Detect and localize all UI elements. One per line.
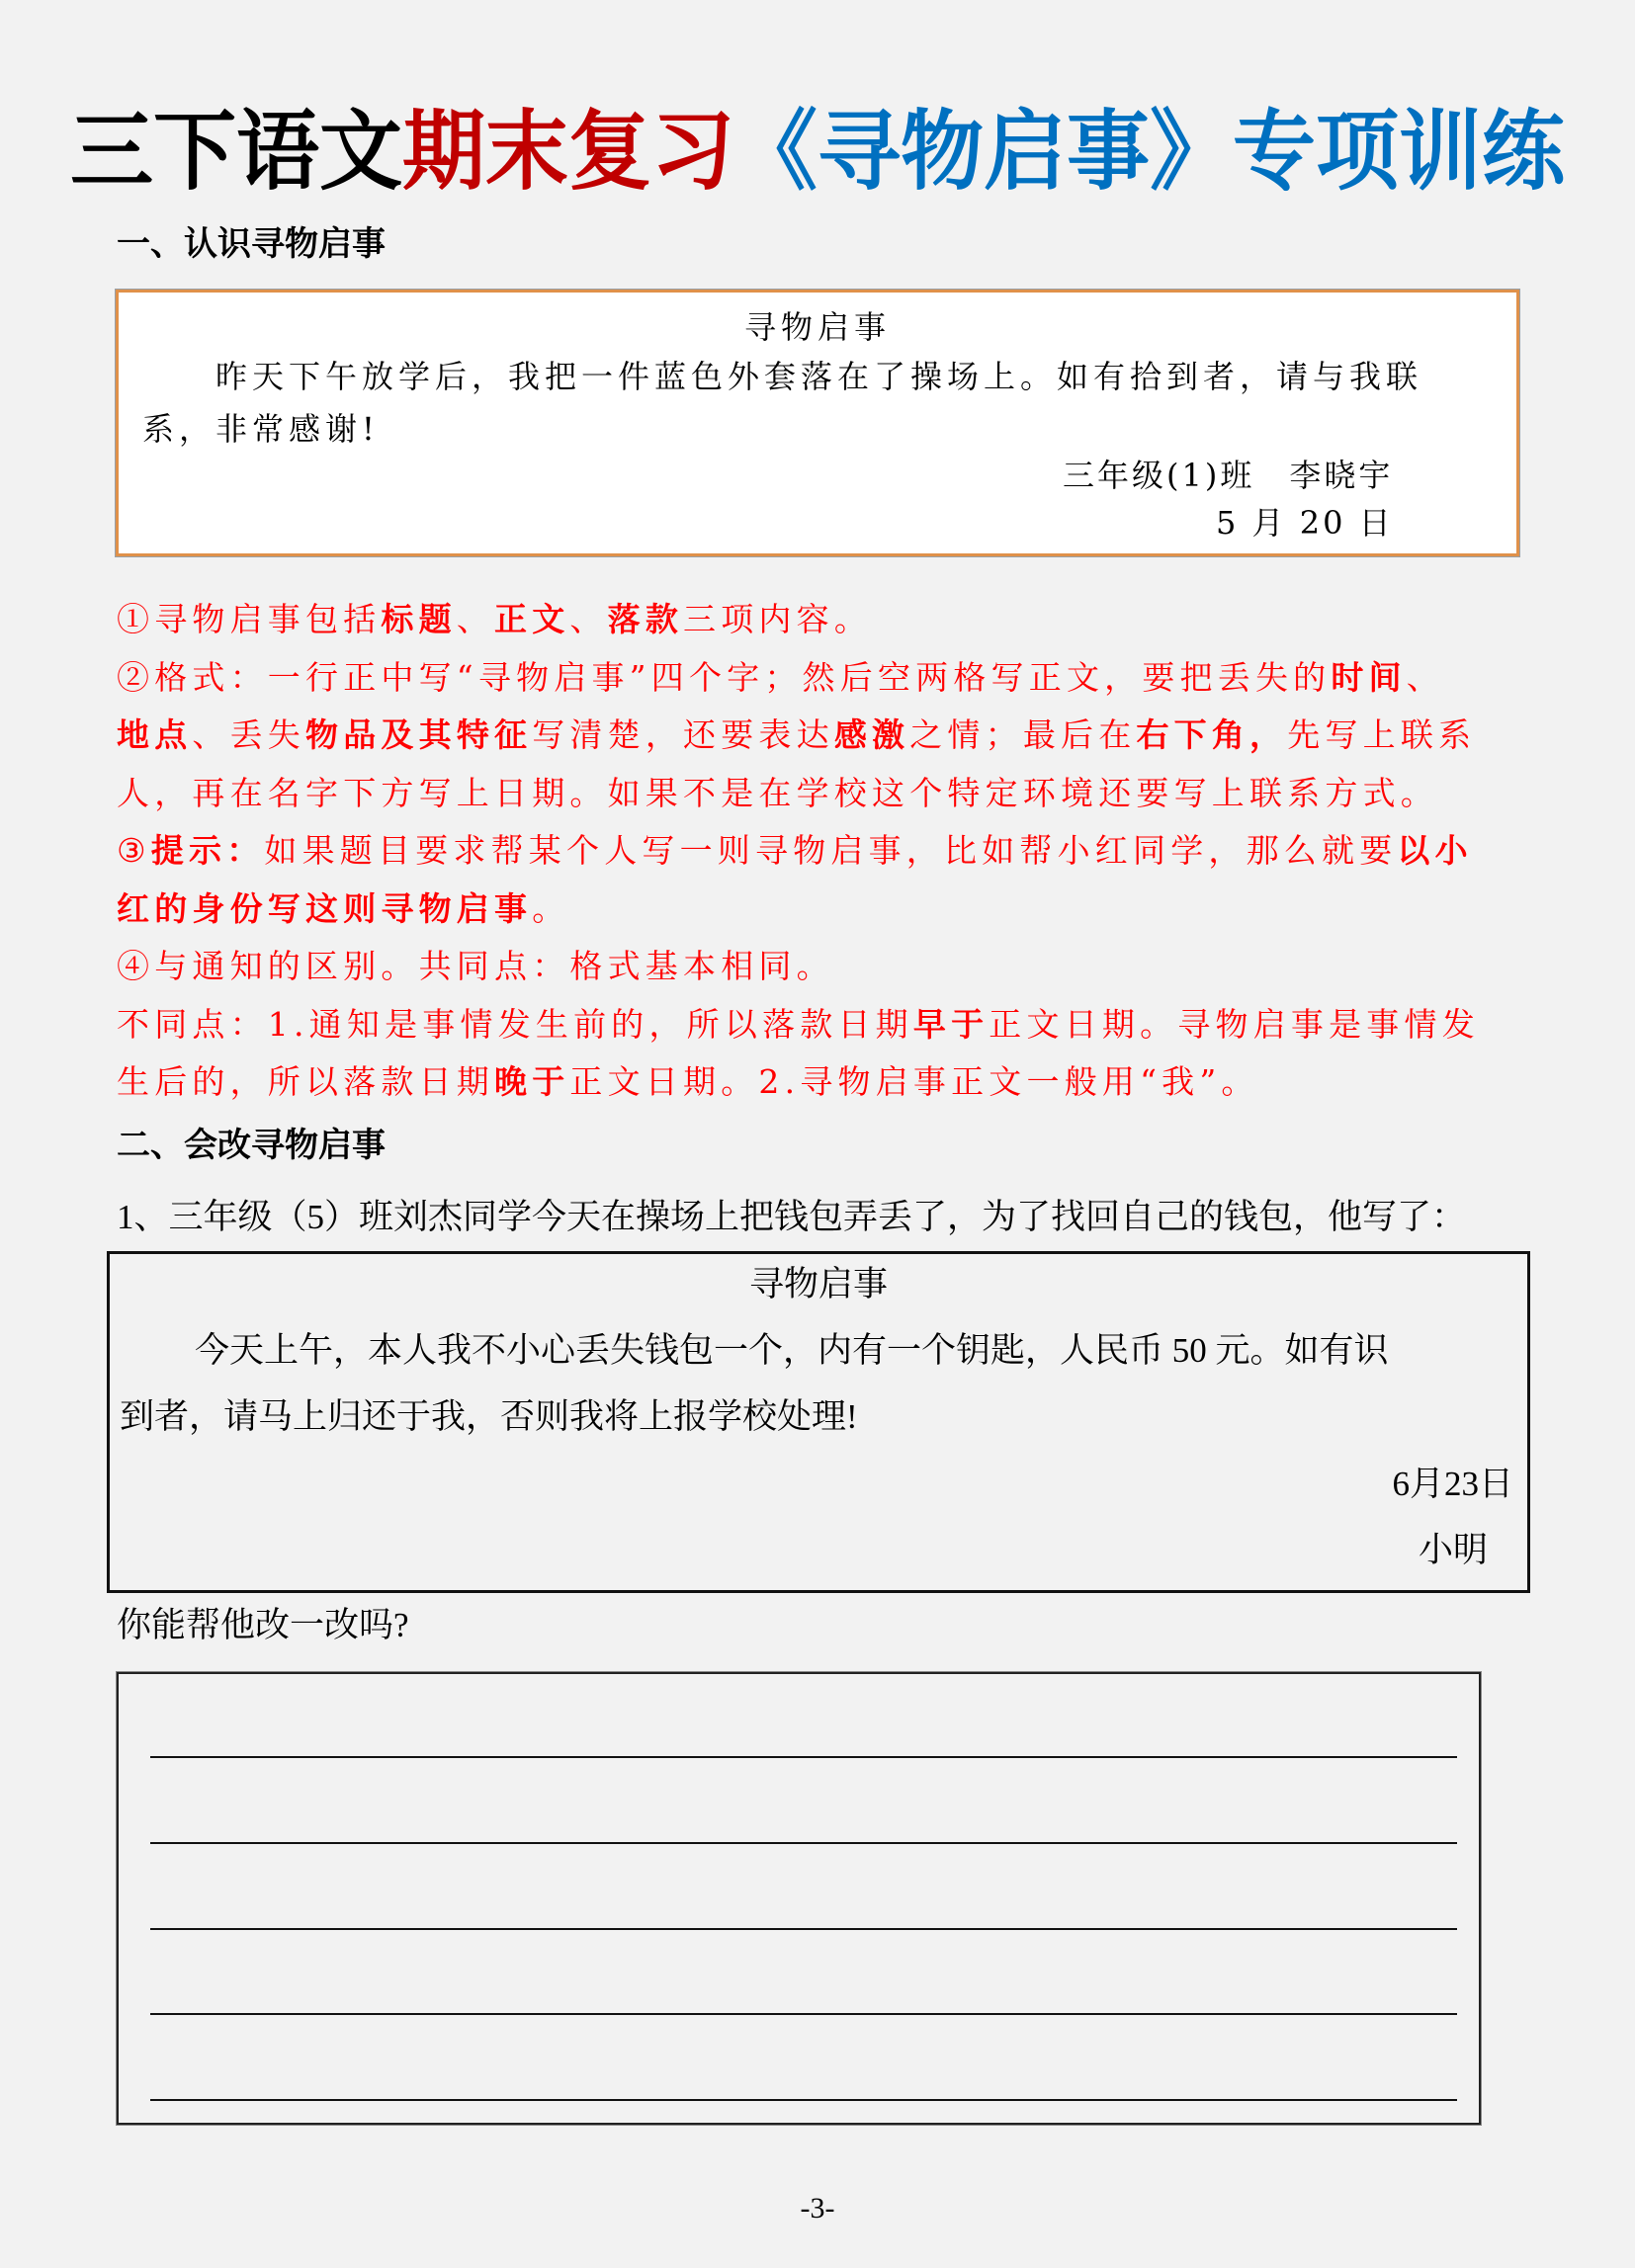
title-topic: 《寻物启事》专项训练 [734,100,1566,203]
note-2-line1: ②格式：一行正中写“寻物启事”四个字；然后空两格写正文，要把丢失的时间、 [117,657,1444,697]
draft-notice-signature: 小明 [1418,1531,1488,1569]
title-grade-subject: 三下语文 [69,100,402,203]
answer-line-5[interactable] [150,2099,1457,2101]
draft-notice-box [107,1251,1530,1593]
draft-notice-title: 寻物启事 [748,1265,888,1303]
draft-notice-date: 6月23日 [1392,1465,1513,1503]
title-review: 期末复习 [401,100,734,203]
note-4-line1: ④与通知的区别。共同点：格式基本相同。 [117,947,834,985]
example-notice-body-line2: 系，非常感谢! [142,410,380,448]
answer-line-4[interactable] [150,2013,1457,2015]
section-heading-2: 二、会改寻物启事 [117,1126,386,1165]
example-notice-date: 5 月 20 日 [1216,504,1394,542]
note-3-line1: ③提示：如果题目要求帮某个人写一则寻物启事，比如帮小红同学，那么就要以小 [117,831,1473,870]
answer-line-1[interactable] [150,1756,1457,1758]
draft-notice-body-line1: 今天上午，本人我不小心丢失钱包一个，内有一个钥匙，人民币 50 元。如有识 [195,1331,1389,1370]
example-notice-body-line1: 昨天下午放学后，我把一件蓝色外套落在了操场上。如有拾到者，请与我联 [215,358,1423,395]
answer-line-2[interactable] [150,1842,1457,1844]
section-heading-1: 一、认识寻物启事 [117,224,386,264]
draft-notice-body-line2: 到者，请马上归还于我，否则我将上报学校处理! [120,1397,858,1436]
note-3-line2: 红的身份写这则寻物启事。 [117,888,570,928]
notice-notes [117,591,1520,1112]
page-title [0,94,1635,209]
example-notice-signature: 三年级(1)班 李晓宇 [1063,457,1394,494]
note-2-line2: 地点、丢失物品及其特征写清楚，还要表达感激之情；最后在右下角，先写上联系 [117,715,1477,754]
question-1: 1、三年级（5）班刘杰同学今天在操场上把钱包弄丢了，为了找回自己的钱包，他写了： [117,1198,1467,1236]
page-number: -3- [800,2192,835,2225]
revise-prompt: 你能帮他改一改吗? [117,1606,409,1644]
note-4-line3: 生后的，所以落款日期晚于正文日期。2.寻物启事正文一般用“我”。 [117,1062,1259,1101]
example-notice-title: 寻物启事 [743,308,891,346]
answer-box[interactable] [117,1672,1481,2125]
example-notice-box [116,290,1519,556]
note-2-line3: 人，再在名字下方写上日期。如果不是在学校这个特定环境还要写上联系方式。 [117,773,1438,812]
note-1: ①寻物启事包括标题、正文、落款三项内容。 [117,600,873,638]
note-4-line2: 不同点：1.通知是事情发生前的，所以落款日期早于正文日期。寻物启事是事情发 [117,1004,1480,1044]
answer-line-3[interactable] [150,1928,1457,1930]
